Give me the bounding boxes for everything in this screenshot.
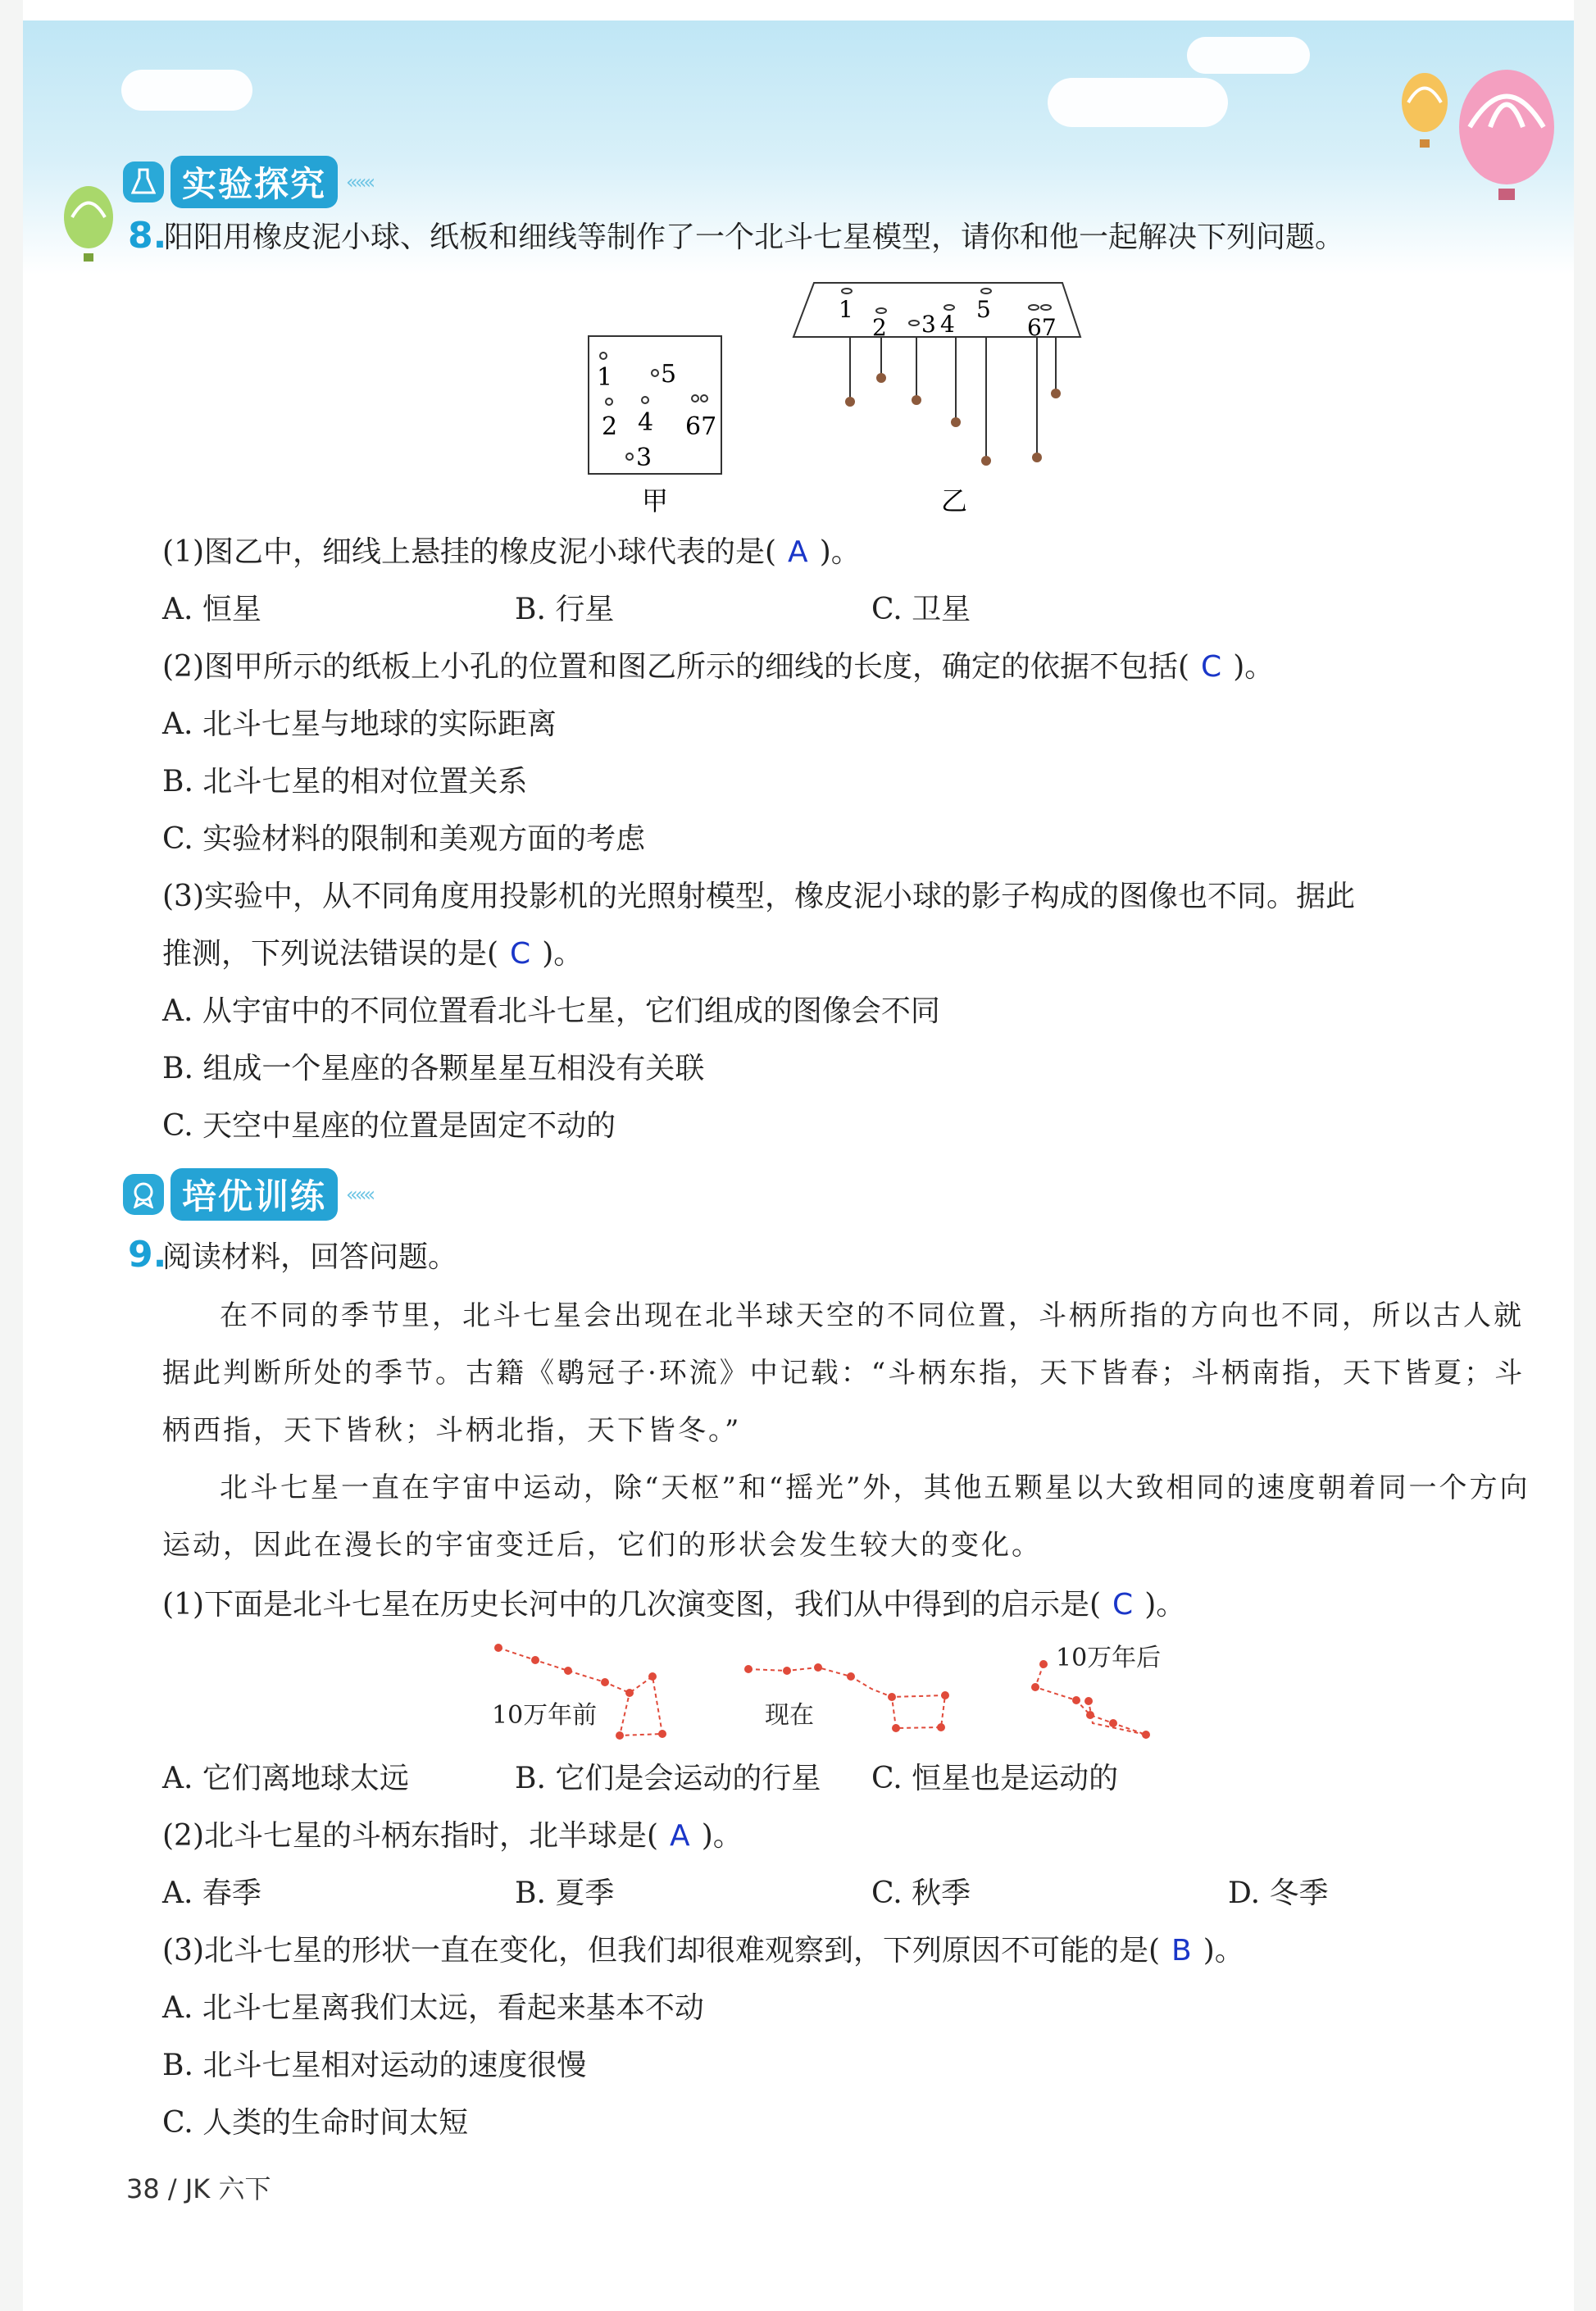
small-balloon-icon [56,184,121,275]
q8-sub3-option-b: B. 组成一个星座的各颗星星互相没有关联 [162,1052,705,1085]
reading-paragraph-1: 在不同的季节里，北斗七星会出现在北半球天空的不同位置，斗柄所指的方向也不同，所以古人就据此判断所处的季节。古籍《鹖冠子·环流》中记载：“斗柄东指，天下皆春；斗柄南指，天下皆夏；斗柄西指，天下皆秋；斗柄北指，天下皆冬。” [162,1299,1526,1447]
medal-icon [123,1174,164,1215]
jia-number-67: 67 [685,412,717,441]
q8-sub3-option-c: C. 天空中星座的位置是固定不动的 [162,1109,616,1143]
question-stem: 阳阳用橡皮泥小球、纸板和细线等制作了一个北斗七星模型，请你和他一起解决下列问题。 [164,221,1345,254]
question-number: 8. [128,215,167,257]
q9-sub1-prefix: (1)下面是北斗七星在历史长河中的几次演变图，我们从中得到的启示是( [162,1588,1102,1622]
q9-sub2-suffix: )。 [701,1819,743,1853]
figure-yi-label: 乙 [941,485,968,516]
q8-sub3-option-a: A. 从宇宙中的不同位置看北斗七星，它们组成的图像会不同 [162,994,940,1028]
q8-sub2-suffix: )。 [1233,650,1275,684]
q9-sub2-stem [162,1818,743,1854]
q8-sub2-option-c: C. 实验材料的限制和美观方面的考虑 [162,822,646,856]
yi-number-2: 2 [872,314,887,341]
yi-number-3: 3 [921,311,936,338]
q9-sub2-option-d: D. 冬季 [1228,1877,1329,1910]
q9-sub3-option-c: C. 人类的生命时间太短 [162,2106,469,2140]
yi-number-1: 1 [839,296,853,323]
yi-number-5: 5 [976,296,991,323]
section-header-experiment [123,156,372,208]
q9-sub1-suffix: )。 [1144,1588,1186,1622]
reading-paragraph-2: 北斗七星一直在宇宙中运动，除“天枢”和“摇光”外，其他五颗星以大致相同的速度朝着同一个方向运动，因此在漫长的宇宙变迁后，它们的形状会发生较大的变化。 [162,1472,1530,1562]
section-title: 培优训练 [171,1168,338,1221]
flask-icon [123,161,164,202]
jia-number-5: 5 [661,360,677,389]
q9-sub3-prefix: (3)北斗七星的形状一直在变化，但我们却很难观察到，下列原因不可能的是( [162,1934,1161,1968]
q8-sub3-stem [162,936,583,972]
q8-sub1-stem [162,535,861,571]
q8-sub2-option-a: A. 北斗七星与地球的实际距离 [162,707,557,741]
q8-sub2-option-b: B. 北斗七星的相对位置关系 [162,765,528,798]
label-100k-years-later: 10万年后 [1056,1644,1162,1672]
q9-sub3-option-a: A. 北斗七星离我们太远，看起来基本不动 [162,1991,704,2025]
workbook-page [23,0,1574,2311]
jia-number-2: 2 [602,412,618,441]
q8-sub1-option-a: A. 恒星 [162,593,261,626]
jia-number-3: 3 [636,444,652,472]
figure-jia-cardboard [564,328,728,516]
yi-number-4: 4 [940,311,955,338]
q9-sub1-stem [162,1587,1185,1623]
big-dipper-evolution-figure [466,1631,1203,1746]
q8-sub3-prefix: 推测，下列说法错误的是( [162,937,499,971]
answer-q9-3: B [1171,1934,1192,1968]
answer-q9-2: A [670,1819,690,1853]
page-number-footer: 38 / JK 六下 [126,2173,271,2204]
section-title: 实验探究 [171,156,338,208]
jia-number-1: 1 [597,363,613,392]
label-now: 现在 [765,1701,814,1730]
q9-sub2-option-a: A. 春季 [162,1877,261,1910]
q9-sub2-option-c: C. 秋季 [871,1877,971,1910]
q8-sub1-prefix: (1)图乙中，细线上悬挂的橡皮泥小球代表的是( [162,535,777,569]
q8-sub1-option-b: B. 行星 [515,593,615,626]
q9-sub3-option-b: B. 北斗七星相对运动的速度很慢 [162,2049,587,2082]
chevrons-icon: ««« [346,171,373,193]
q9-sub3-stem [162,1933,1244,1969]
answer-q8-2: C [1201,650,1222,684]
q9-sub1-option-c: C. 恒星也是运动的 [871,1762,1119,1795]
jia-number-4: 4 [638,408,654,437]
q9-sub3-suffix: )。 [1203,1934,1244,1968]
question-number: 9. [128,1234,167,1276]
yi-number-67: 67 [1027,314,1057,341]
section-header-training [123,1168,372,1221]
hot-air-balloons-icon [1375,66,1556,213]
answer-q8-1: A [788,535,808,569]
question-stem: 阅读材料，回答问题。 [162,1240,458,1274]
q8-sub1-option-c: C. 卫星 [871,593,971,626]
q8-sub2-prefix: (2)图甲所示的纸板上小孔的位置和图乙所示的细线的长度，确定的依据不包括( [162,650,1190,684]
q9-sub1-option-a: A. 它们离地球太远 [162,1762,409,1795]
q9-sub2-prefix: (2)北斗七星的斗柄东指时，北半球是( [162,1819,659,1853]
answer-q8-3: C [510,937,531,971]
figure-jia-label: 甲 [642,485,669,516]
q9-sub2-option-b: B. 夏季 [515,1877,615,1910]
label-100k-years-ago: 10万年前 [492,1701,598,1730]
q8-sub1-suffix: )。 [819,535,861,569]
figure-yi-hanging-model [785,275,1097,516]
chevrons-icon: ««« [346,1183,373,1206]
q8-sub3-line1: (3)实验中，从不同角度用投影机的光照射模型，橡皮泥小球的影子构成的图像也不同。据此 [162,880,1355,913]
q8-sub3-suffix: )。 [542,937,584,971]
q9-sub1-option-b: B. 它们是会运动的行星 [515,1762,821,1795]
answer-q9-1: C [1112,1588,1134,1622]
q8-sub2-stem [162,649,1274,685]
